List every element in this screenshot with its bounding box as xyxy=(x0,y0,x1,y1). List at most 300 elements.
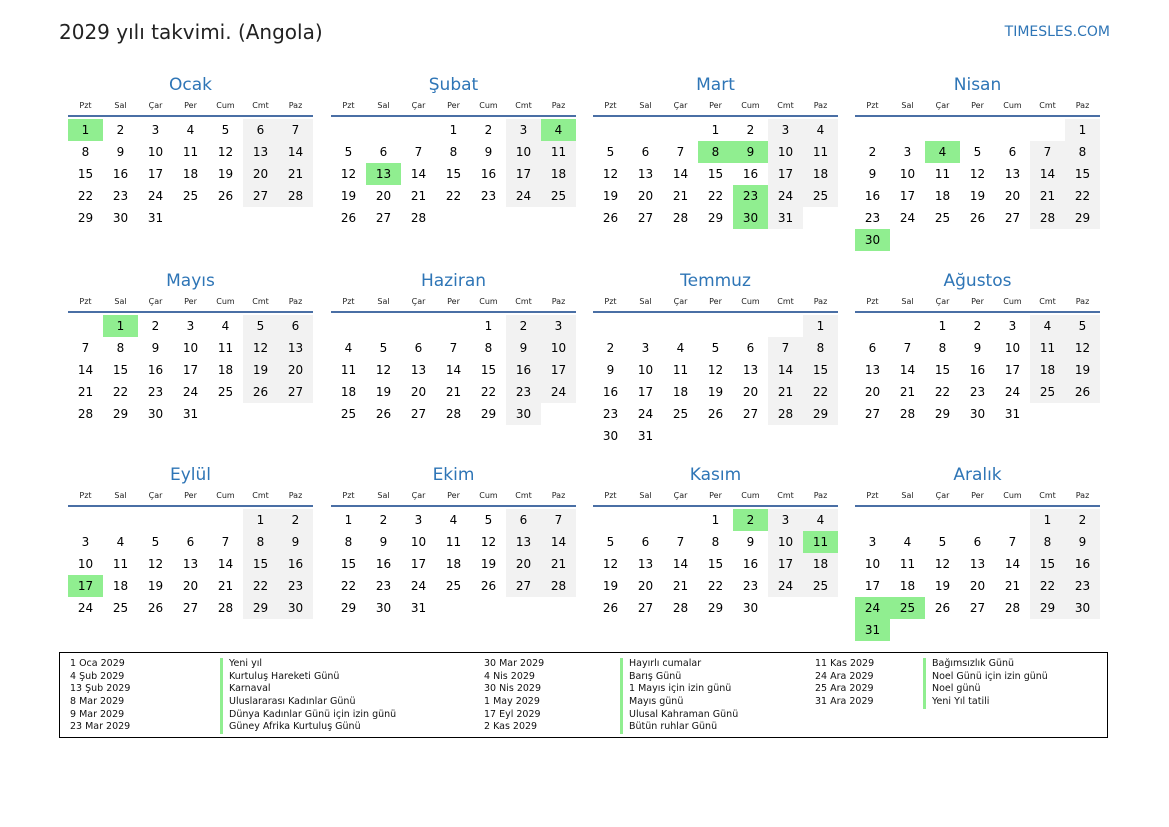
holiday-date: 1 May 2029 xyxy=(484,696,540,708)
weekday-label: Per xyxy=(709,491,722,500)
weekday-label: Cmt xyxy=(777,297,794,306)
weekday-header xyxy=(855,489,1100,507)
month-name: Eylül xyxy=(169,465,212,485)
day-cell: 31 xyxy=(768,207,803,229)
day-cell: 12 xyxy=(969,167,986,181)
weekday-label: Paz xyxy=(551,491,566,500)
day-cell: 24 xyxy=(506,185,541,207)
day-cell: 16 xyxy=(742,557,759,571)
day-cell: 22 xyxy=(707,189,724,203)
day-cell: 30 xyxy=(742,601,759,615)
site-link[interactable]: TIMESLES.COM xyxy=(1004,24,1110,40)
holiday-date: 31 Ara 2029 xyxy=(815,696,874,708)
weekday-label: Çar xyxy=(148,491,163,500)
weekday-label: Cum xyxy=(741,491,760,500)
day-grid xyxy=(593,315,838,447)
day-cell: 21 xyxy=(672,579,689,593)
weekday-label: Çar xyxy=(673,491,688,500)
day-cell: 21 xyxy=(899,385,916,399)
day-cell: 5 xyxy=(1065,315,1100,337)
month-name: Aralık xyxy=(953,465,1002,485)
day-cell: 17 xyxy=(637,385,654,399)
day-cell: 11 xyxy=(899,557,916,571)
day-cell: 8 xyxy=(116,341,125,355)
day-cell: 15 xyxy=(340,557,357,571)
day-cell: 10 xyxy=(1004,341,1021,355)
weekday-label: Cmt xyxy=(1039,491,1056,500)
day-cell: 11 xyxy=(217,341,234,355)
day-cell: 20 xyxy=(742,385,759,399)
day-cell: 23 xyxy=(147,385,164,399)
weekday-label: Pzt xyxy=(79,297,92,306)
day-cell: 3 xyxy=(768,509,803,531)
day-cell: 8 xyxy=(1065,141,1100,163)
day-cell: 21 xyxy=(445,385,462,399)
day-cell: 28 xyxy=(541,575,576,597)
day-cell: 9 xyxy=(868,167,877,181)
day-cell: 26 xyxy=(217,189,234,203)
day-cell: 13 xyxy=(182,557,199,571)
day-cell: 1 xyxy=(449,123,458,137)
day-cell: 5 xyxy=(606,145,615,159)
month-block xyxy=(68,271,313,447)
day-cell: 31 xyxy=(147,211,164,225)
day-cell: 26 xyxy=(707,407,724,421)
weekday-label: Paz xyxy=(813,297,828,306)
weekday-label: Sal xyxy=(901,101,914,110)
month-name: Mayıs xyxy=(166,271,215,291)
weekday-header xyxy=(593,489,838,507)
day-cell: 20 xyxy=(969,579,986,593)
day-cell: 11 xyxy=(934,167,951,181)
holiday-date: 4 Şub 2029 xyxy=(70,670,125,682)
holiday-name: Uluslararası Kadınlar Günü xyxy=(220,696,355,709)
day-cell: 18 xyxy=(445,557,462,571)
day-cell: 24 xyxy=(77,601,94,615)
day-cell: 3 xyxy=(1008,319,1017,333)
day-cell: 22 xyxy=(77,189,94,203)
day-cell: 1 xyxy=(344,513,353,527)
holiday-date: 30 Nis 2029 xyxy=(484,683,541,695)
day-cell: 13 xyxy=(1004,167,1021,181)
weekday-label: Sal xyxy=(377,491,390,500)
day-cell: 29 xyxy=(934,407,951,421)
weekday-label: Pzt xyxy=(866,297,879,306)
weekday-label: Paz xyxy=(288,491,303,500)
day-cell: 25 xyxy=(672,407,689,421)
weekday-header xyxy=(331,489,576,507)
month-name: Ocak xyxy=(169,75,212,95)
day-cell: 16 xyxy=(969,363,986,377)
day-cell: 21 xyxy=(278,163,313,185)
day-cell: 25 xyxy=(803,575,838,597)
day-cell: 10 xyxy=(768,531,803,553)
day-cell: 21 xyxy=(1030,185,1065,207)
day-cell: 13 xyxy=(278,337,313,359)
day-cell: 1 xyxy=(711,513,720,527)
day-cell: 1 xyxy=(243,509,278,531)
day-cell: 9 xyxy=(484,145,493,159)
day-cell: 20 xyxy=(864,385,881,399)
weekday-label: Cmt xyxy=(515,491,532,500)
day-cell: 19 xyxy=(243,359,278,381)
holiday-date: 23 Mar 2029 xyxy=(70,721,131,733)
day-cell: 4 xyxy=(221,319,230,333)
month-name: Temmuz xyxy=(680,271,751,291)
day-cell: 12 xyxy=(602,167,619,181)
weekday-label: Cum xyxy=(216,491,235,500)
day-cell: 2 xyxy=(868,145,877,159)
month-block xyxy=(593,271,838,447)
weekday-label: Pzt xyxy=(342,101,355,110)
day-cell: 26 xyxy=(340,211,357,225)
day-cell: 7 xyxy=(414,145,423,159)
day-cell: 28 xyxy=(768,403,803,425)
day-cell: 12 xyxy=(375,363,392,377)
day-cell: 20 xyxy=(278,359,313,381)
day-cell: 4 xyxy=(116,535,125,549)
day-cell: 9 xyxy=(1065,531,1100,553)
weekday-label: Sal xyxy=(901,297,914,306)
day-cell: 3 xyxy=(768,119,803,141)
day-cell: 24 xyxy=(1004,385,1021,399)
day-cell: 19 xyxy=(147,579,164,593)
day-cell: 25 xyxy=(803,185,838,207)
day-cell: 11 xyxy=(541,141,576,163)
day-cell: 6 xyxy=(506,509,541,531)
day-cell: 20 xyxy=(1004,189,1021,203)
day-cell: 19 xyxy=(1065,359,1100,381)
day-cell: 18 xyxy=(672,385,689,399)
day-cell: 16 xyxy=(147,363,164,377)
weekday-label: Çar xyxy=(935,297,950,306)
day-cell: 2 xyxy=(484,123,493,137)
day-cell: 25 xyxy=(934,211,951,225)
holiday-day-cell: 13 xyxy=(366,163,401,185)
day-cell: 15 xyxy=(445,167,462,181)
day-cell: 2 xyxy=(379,513,388,527)
day-cell: 17 xyxy=(864,579,881,593)
day-cell: 7 xyxy=(768,337,803,359)
day-cell: 14 xyxy=(672,167,689,181)
day-cell: 14 xyxy=(768,359,803,381)
day-cell: 6 xyxy=(243,119,278,141)
day-cell: 23 xyxy=(112,189,129,203)
day-grid xyxy=(855,119,1100,251)
weekday-label: Paz xyxy=(288,101,303,110)
weekday-label: Cum xyxy=(1003,491,1022,500)
day-cell: 27 xyxy=(637,211,654,225)
holiday-day-cell: 2 xyxy=(733,509,768,531)
day-cell: 23 xyxy=(1065,575,1100,597)
day-cell: 11 xyxy=(672,363,689,377)
day-cell: 11 xyxy=(445,535,462,549)
day-cell: 7 xyxy=(449,341,458,355)
holiday-date: 9 Mar 2029 xyxy=(70,708,125,720)
page-title: 2029 yılı takvimi. (Angola) xyxy=(59,20,323,44)
day-cell: 5 xyxy=(973,145,982,159)
holiday-day-cell: 30 xyxy=(855,229,890,251)
day-cell: 12 xyxy=(480,535,497,549)
day-cell: 27 xyxy=(278,381,313,403)
month-block xyxy=(331,271,576,447)
day-cell: 2 xyxy=(746,123,755,137)
day-cell: 3 xyxy=(186,319,195,333)
holiday-date: 1 Oca 2029 xyxy=(70,658,125,669)
weekday-label: Cmt xyxy=(1039,297,1056,306)
month-block xyxy=(331,465,576,641)
weekday-label: Pzt xyxy=(342,297,355,306)
day-cell: 13 xyxy=(506,531,541,553)
month-name: Mart xyxy=(696,75,735,95)
weekday-label: Pzt xyxy=(604,491,617,500)
holiday-name: Bağımsızlık Günü xyxy=(923,658,1014,671)
day-cell: 4 xyxy=(186,123,195,137)
weekday-label: Paz xyxy=(551,101,566,110)
day-cell: 26 xyxy=(375,407,392,421)
month-name: Şubat xyxy=(428,75,479,95)
day-cell: 23 xyxy=(864,211,881,225)
weekday-label: Cmt xyxy=(252,101,269,110)
day-cell: 2 xyxy=(116,123,125,137)
day-cell: 29 xyxy=(707,601,724,615)
holiday-date: 17 Eyl 2029 xyxy=(484,708,541,720)
day-cell: 18 xyxy=(1030,359,1065,381)
day-cell: 28 xyxy=(672,601,689,615)
holiday-day-cell: 23 xyxy=(733,185,768,207)
day-cell: 1 xyxy=(711,123,720,137)
month-name: Ağustos xyxy=(943,271,1012,291)
holiday-day-cell: 1 xyxy=(68,119,103,141)
weekday-label: Pzt xyxy=(342,491,355,500)
day-cell: 25 xyxy=(217,385,234,399)
day-cell: 14 xyxy=(541,531,576,553)
day-cell: 16 xyxy=(506,359,541,381)
holiday-day-cell: 17 xyxy=(68,575,103,597)
day-cell: 20 xyxy=(182,579,199,593)
month-block xyxy=(593,75,838,251)
day-cell: 10 xyxy=(637,363,654,377)
day-cell: 16 xyxy=(602,385,619,399)
day-cell: 3 xyxy=(81,535,90,549)
day-cell: 18 xyxy=(803,163,838,185)
day-cell: 17 xyxy=(147,167,164,181)
weekday-header xyxy=(68,489,313,507)
day-grid xyxy=(68,119,313,251)
day-cell: 3 xyxy=(506,119,541,141)
day-cell: 2 xyxy=(278,509,313,531)
day-cell: 28 xyxy=(1030,207,1065,229)
day-cell: 4 xyxy=(803,509,838,531)
day-cell: 25 xyxy=(445,579,462,593)
day-grid xyxy=(855,315,1100,447)
day-cell: 11 xyxy=(340,363,357,377)
holiday-name: Dünya Kadınlar Günü için izin günü xyxy=(220,709,396,722)
day-cell: 10 xyxy=(899,167,916,181)
day-cell: 26 xyxy=(602,601,619,615)
day-cell: 19 xyxy=(969,189,986,203)
month-block xyxy=(68,75,313,251)
weekday-label: Pzt xyxy=(604,101,617,110)
day-cell: 8 xyxy=(243,531,278,553)
weekday-header xyxy=(593,99,838,117)
day-cell: 24 xyxy=(410,579,427,593)
day-cell: 16 xyxy=(278,553,313,575)
day-cell: 10 xyxy=(864,557,881,571)
day-cell: 29 xyxy=(112,407,129,421)
day-cell: 5 xyxy=(379,341,388,355)
day-cell: 23 xyxy=(278,575,313,597)
holiday-date: 4 Nis 2029 xyxy=(484,670,535,682)
day-cell: 10 xyxy=(147,145,164,159)
weekday-label: Cmt xyxy=(515,101,532,110)
day-cell: 5 xyxy=(938,535,947,549)
day-cell: 7 xyxy=(1008,535,1017,549)
holiday-date: 24 Ara 2029 xyxy=(815,670,874,682)
day-cell: 27 xyxy=(742,407,759,421)
day-cell: 24 xyxy=(899,211,916,225)
day-cell: 20 xyxy=(506,553,541,575)
day-cell: 4 xyxy=(1030,315,1065,337)
weekday-label: Çar xyxy=(935,101,950,110)
holiday-name: Hayırlı cumalar xyxy=(620,658,701,671)
day-cell: 12 xyxy=(934,557,951,571)
day-cell: 17 xyxy=(899,189,916,203)
holiday-name: Yeni yıl xyxy=(220,658,262,671)
day-cell: 31 xyxy=(410,601,427,615)
day-cell: 30 xyxy=(375,601,392,615)
day-cell: 7 xyxy=(278,119,313,141)
weekday-label: Paz xyxy=(1075,101,1090,110)
day-cell: 19 xyxy=(602,189,619,203)
day-cell: 13 xyxy=(637,557,654,571)
holiday-name: Bütün ruhlar Günü xyxy=(620,721,717,734)
day-cell: 16 xyxy=(742,167,759,181)
weekday-label: Sal xyxy=(639,491,652,500)
day-cell: 27 xyxy=(243,185,278,207)
holiday-name: 1 Mayıs için izin günü xyxy=(620,683,731,696)
holiday-name: Noel Günü için izin günü xyxy=(923,671,1048,684)
weekday-label: Sal xyxy=(114,297,127,306)
day-cell: 8 xyxy=(1030,531,1065,553)
day-cell: 8 xyxy=(449,145,458,159)
weekday-header xyxy=(331,99,576,117)
weekday-label: Cum xyxy=(741,101,760,110)
weekday-label: Paz xyxy=(1075,491,1090,500)
day-cell: 30 xyxy=(969,407,986,421)
day-cell: 24 xyxy=(147,189,164,203)
weekday-label: Cmt xyxy=(777,101,794,110)
day-cell: 29 xyxy=(480,407,497,421)
day-cell: 27 xyxy=(969,601,986,615)
day-cell: 6 xyxy=(278,315,313,337)
day-cell: 25 xyxy=(182,189,199,203)
day-cell: 8 xyxy=(711,535,720,549)
weekday-label: Per xyxy=(709,101,722,110)
holiday-name: Kurtuluş Hareketi Günü xyxy=(220,671,339,684)
day-cell: 15 xyxy=(112,363,129,377)
month-name: Ekim xyxy=(432,465,475,485)
weekday-header xyxy=(68,99,313,117)
weekday-label: Paz xyxy=(288,297,303,306)
day-grid xyxy=(593,509,838,641)
holiday-day-cell: 4 xyxy=(541,119,576,141)
day-cell: 17 xyxy=(768,163,803,185)
day-cell: 9 xyxy=(606,363,615,377)
day-cell: 13 xyxy=(742,363,759,377)
day-cell: 19 xyxy=(375,385,392,399)
day-cell: 14 xyxy=(672,557,689,571)
day-cell: 18 xyxy=(112,579,129,593)
day-cell: 4 xyxy=(449,513,458,527)
day-cell: 26 xyxy=(243,381,278,403)
day-grid xyxy=(855,509,1100,641)
day-cell: 24 xyxy=(541,381,576,403)
day-cell: 29 xyxy=(77,211,94,225)
day-cell: 22 xyxy=(480,385,497,399)
weekday-label: Pzt xyxy=(866,491,879,500)
weekday-label: Cmt xyxy=(777,491,794,500)
day-cell: 15 xyxy=(707,557,724,571)
day-grid xyxy=(68,509,313,641)
day-cell: 6 xyxy=(641,535,650,549)
day-cell: 29 xyxy=(707,211,724,225)
day-cell: 19 xyxy=(340,189,357,203)
weekday-header xyxy=(855,295,1100,313)
day-cell: 22 xyxy=(803,381,838,403)
day-cell: 4 xyxy=(344,341,353,355)
day-cell: 1 xyxy=(938,319,947,333)
holiday-day-cell: 1 xyxy=(103,315,138,337)
day-cell: 13 xyxy=(243,141,278,163)
day-cell: 27 xyxy=(182,601,199,615)
day-cell: 25 xyxy=(541,185,576,207)
day-cell: 30 xyxy=(506,403,541,425)
day-cell: 28 xyxy=(217,601,234,615)
day-cell: 17 xyxy=(506,163,541,185)
day-cell: 8 xyxy=(938,341,947,355)
weekday-label: Cum xyxy=(1003,297,1022,306)
weekday-label: Cum xyxy=(1003,101,1022,110)
day-cell: 21 xyxy=(768,381,803,403)
day-cell: 16 xyxy=(864,189,881,203)
day-cell: 2 xyxy=(506,315,541,337)
day-cell: 7 xyxy=(1030,141,1065,163)
day-cell: 26 xyxy=(480,579,497,593)
day-cell: 31 xyxy=(637,429,654,443)
day-cell: 22 xyxy=(243,575,278,597)
day-cell: 22 xyxy=(1065,185,1100,207)
day-cell: 23 xyxy=(969,385,986,399)
day-cell: 12 xyxy=(707,363,724,377)
day-cell: 30 xyxy=(278,597,313,619)
weekday-label: Sal xyxy=(114,491,127,500)
day-cell: 6 xyxy=(379,145,388,159)
day-cell: 21 xyxy=(672,189,689,203)
day-cell: 24 xyxy=(182,385,199,399)
weekday-label: Cum xyxy=(741,297,760,306)
month-block xyxy=(593,465,838,641)
weekday-label: Per xyxy=(971,297,984,306)
day-cell: 22 xyxy=(112,385,129,399)
day-cell: 9 xyxy=(116,145,125,159)
holiday-date: 2 Kas 2029 xyxy=(484,721,538,733)
holiday-day-cell: 25 xyxy=(890,597,925,619)
weekday-label: Sal xyxy=(639,297,652,306)
day-cell: 29 xyxy=(1065,207,1100,229)
day-cell: 27 xyxy=(637,601,654,615)
holiday-day-cell: 24 xyxy=(855,597,890,619)
